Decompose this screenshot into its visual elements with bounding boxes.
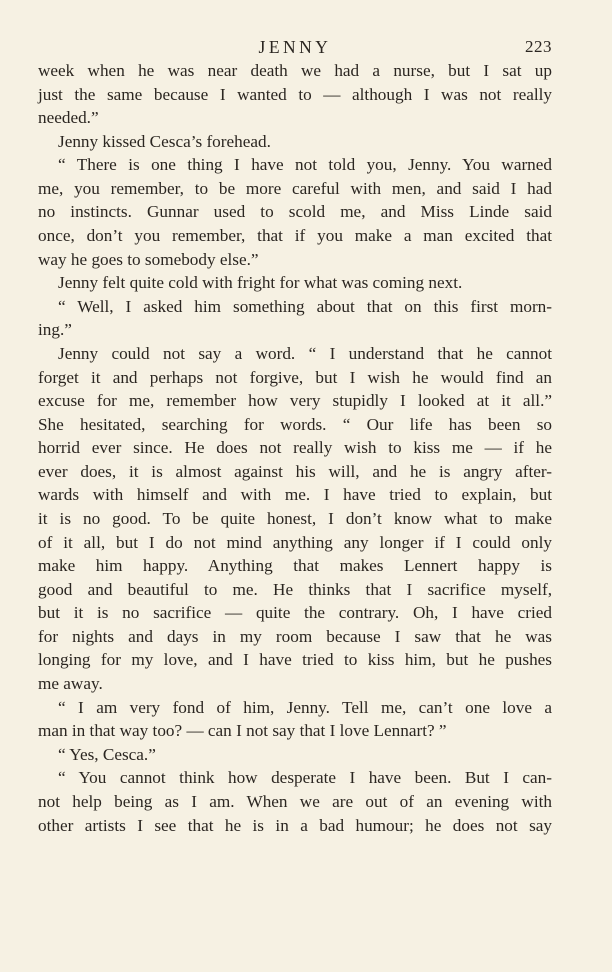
text-line: “ You cannot think how desperate I have been. But I can- bbox=[58, 768, 552, 788]
text-line: “ There is one thing I have not told you, Jenny. You warned bbox=[58, 155, 552, 175]
text-line: other artists I see that he is in a bad humour; he does not say bbox=[38, 815, 552, 835]
text-line: Jenny felt quite cold with fright for what was coming next. bbox=[58, 273, 463, 293]
text-line: ever does, it is almost against his will, and he is angry after- bbox=[38, 461, 552, 481]
text-line: excuse for me, remember how very stupidly I looked at it all.” bbox=[38, 391, 552, 411]
text-line: Jenny could not say a word. “ I understand that he cannot bbox=[58, 343, 552, 363]
text-line: once, don’t you remember, that if you make a man excited that bbox=[38, 226, 552, 246]
text-line: not help being as I am. When we are out of an evening with bbox=[38, 791, 552, 811]
book-page bbox=[38, 36, 552, 837]
page-header bbox=[38, 36, 552, 58]
text-line: no instincts. Gunnar used to scold me, and Miss Linde said bbox=[38, 202, 552, 222]
text-line: good and beautiful to me. He thinks that I sacrifice myself, bbox=[38, 579, 552, 599]
text-line: “ Well, I asked him something about that on this first morn- bbox=[58, 296, 552, 316]
text-line: longing for my love, and I have tried to kiss him, but he pushes bbox=[38, 650, 552, 670]
text-line: but it is no sacrifice — quite the contrary. Oh, I have cried bbox=[38, 603, 552, 623]
text-line: wards with himself and with me. I have tried to explain, but bbox=[38, 485, 552, 505]
text-line: it is no good. To be quite honest, I don’t know what to make bbox=[38, 508, 552, 528]
text-line: week when he was near death we had a nurse, but I sat up bbox=[38, 61, 552, 80]
text-line: Jenny kissed Cesca’s forehead. bbox=[58, 131, 271, 151]
text-line: “ I am very fond of him, Jenny. Tell me, can’t one love a bbox=[58, 697, 552, 717]
text-line: me, you remember, to be more careful with men, and said I had bbox=[38, 178, 552, 198]
text-line: ing.” bbox=[38, 320, 72, 340]
page-number: 223 bbox=[525, 37, 552, 56]
text-line: way he goes to somebody else.” bbox=[38, 249, 259, 269]
text-line: forget it and perhaps not forgive, but I wish he would find an bbox=[38, 367, 552, 387]
text-line: man in that way too? — can I not say that I love Lennart? ” bbox=[38, 721, 447, 741]
text-line: horrid ever since. He does not really wish to kiss me — if he bbox=[38, 438, 552, 458]
text-line: me away. bbox=[38, 674, 103, 694]
text-line: for nights and days in my room because I saw that he was bbox=[38, 626, 552, 646]
text-line: “ Yes, Cesca.” bbox=[58, 744, 156, 764]
text-line: just the same because I wanted to — although I was not really bbox=[38, 84, 552, 104]
text-line: make him happy. Anything that makes Lennert happy is bbox=[38, 556, 552, 576]
text-line: needed.” bbox=[38, 108, 99, 128]
running-title: JENNY bbox=[258, 37, 332, 57]
text-line: She hesitated, searching for words. “ Our life has been so bbox=[38, 414, 552, 434]
text-line: of it all, but I do not mind anything any longer if I could only bbox=[38, 532, 552, 552]
body-text bbox=[38, 59, 552, 837]
